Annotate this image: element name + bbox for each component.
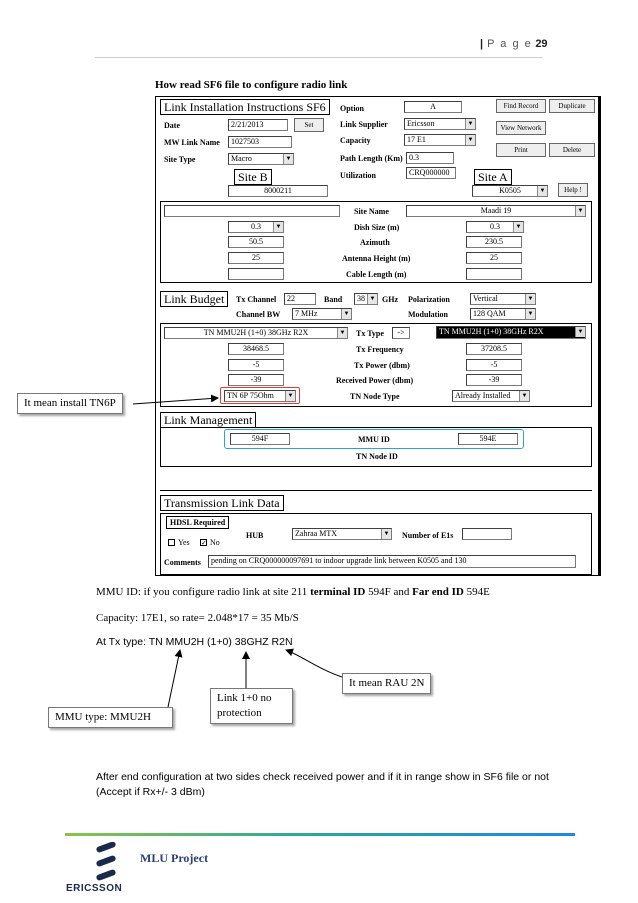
chevron-down-icon: ▼ — [285, 391, 295, 401]
capacity-label: Capacity — [340, 136, 371, 145]
tx-power-b-field[interactable]: -5 — [228, 359, 284, 371]
modulation-label: Modulation — [408, 310, 449, 319]
site-b-field[interactable]: 8000211 — [228, 185, 328, 197]
chevron-down-icon: ▼ — [341, 309, 351, 319]
dish-size-a-select[interactable]: 0.3 ▼ — [466, 221, 524, 233]
after-config-explanation: After end configuration at two sides check received power and if it in range show in SF6 file or not (Accept if Rx+/- 3 dBm) — [96, 771, 549, 798]
path-length-label: Path Length (Km) — [340, 154, 403, 163]
capacity-select[interactable]: 17 E1 ▼ — [404, 134, 476, 146]
site-a-select[interactable]: K0505 ▼ — [472, 185, 548, 197]
tx-type-a-select[interactable]: TN MMU2H (1+0) 38GHz R2X ▼ — [436, 326, 586, 339]
site-b-heading: Site B — [234, 169, 272, 185]
antenna-height-label: Antenna Height (m) — [342, 254, 411, 263]
site-type-select[interactable]: Macro ▼ — [228, 153, 294, 165]
rx-power-b-field[interactable]: -39 — [228, 374, 284, 386]
annotation-tn6p: It mean install TN6P — [17, 393, 123, 414]
band-select[interactable]: 38 ▼ — [354, 293, 378, 305]
band-label: Band — [324, 295, 343, 304]
dish-size-b-select[interactable]: 0.3 ▼ — [228, 221, 284, 233]
page-title: How read SF6 file to configure radio link — [155, 79, 348, 91]
option-field[interactable]: A — [404, 101, 462, 113]
date-label: Date — [164, 121, 180, 130]
tx-type-explanation: At Tx type: TN MMU2H (1+0) 38GHZ R2N — [96, 636, 293, 648]
polarization-select[interactable]: Vertical ▼ — [470, 293, 536, 305]
chevron-down-icon: ▼ — [465, 119, 475, 129]
rx-power-a-field[interactable]: -39 — [466, 374, 522, 386]
site-name-a-select[interactable]: Maadi 19 ▼ — [406, 205, 586, 217]
azimuth-b-field[interactable]: 50.5 — [228, 236, 284, 248]
view-network-button[interactable]: View Network — [496, 121, 546, 135]
chevron-down-icon: ▼ — [273, 222, 283, 232]
azimuth-label: Azimuth — [360, 238, 390, 247]
hub-select[interactable]: Zahraa MTX ▼ — [292, 528, 392, 540]
chevron-down-icon: ▼ — [283, 154, 293, 164]
ghz-label: GHz — [382, 295, 398, 304]
annotation-rau: It mean RAU 2N — [342, 673, 431, 694]
rx-power-label: Received Power (dbm) — [336, 376, 414, 385]
tx-channel-label: Tx Channel — [236, 295, 277, 304]
arrow-mmu-type — [168, 650, 180, 707]
set-button[interactable]: Set — [294, 118, 324, 132]
arrow-tn6p — [133, 398, 218, 404]
link-supplier-label: Link Supplier — [340, 120, 388, 129]
antenna-height-b-field[interactable]: 25 — [228, 252, 284, 264]
chevron-down-icon: ▼ — [465, 135, 475, 145]
annotation-mmu-type: MMU type: MMU2H — [48, 707, 173, 728]
chevron-down-icon: ▼ — [381, 529, 391, 539]
no-label: No — [210, 538, 220, 547]
transmission-heading: Transmission Link Data — [160, 495, 284, 511]
footer-brand: ERICSSON — [66, 883, 123, 894]
comments-field[interactable]: pending on CRQ000000097691 to indoor upgrade link between K0505 and 130 — [208, 555, 576, 568]
tx-channel-field[interactable]: 22 — [284, 293, 316, 305]
antenna-height-a-field[interactable]: 25 — [466, 252, 522, 264]
annotation-link10: Link 1+0 no protection — [210, 688, 293, 724]
footer-rule — [65, 833, 575, 836]
tx-type-label: Tx Type — [356, 329, 384, 338]
chevron-down-icon: ▼ — [337, 328, 347, 338]
link-management-heading: Link Management — [160, 412, 256, 428]
arrow-rau — [286, 650, 342, 677]
modulation-select[interactable]: 128 QAM ▼ — [470, 308, 536, 320]
capacity-explanation: Capacity: 17E1, so rate= 2.048*17 = 35 Mb/S — [96, 612, 299, 624]
link-budget-heading: Link Budget — [160, 291, 228, 307]
dish-size-label: Dish Size (m) — [354, 223, 400, 232]
help-button[interactable]: Help ! — [558, 183, 588, 197]
azimuth-a-field[interactable]: 230.5 — [466, 236, 522, 248]
polarization-label: Polarization — [408, 295, 450, 304]
tx-power-label: Tx Power (dbm) — [354, 361, 410, 370]
tn-node-type-a-select[interactable]: Already Installed ▼ — [452, 390, 530, 402]
chevron-down-icon: ▼ — [519, 391, 529, 401]
mw-link-field[interactable]: 1027503 — [228, 136, 292, 148]
date-field[interactable]: 2/21/2013 — [228, 119, 288, 131]
print-button[interactable]: Print — [496, 143, 546, 157]
mw-link-label: MW Link Name — [164, 138, 220, 147]
utilization-field[interactable]: CRQ000000 — [406, 167, 456, 179]
page-number: | P a g e 29 — [480, 38, 548, 50]
tn-node-id-label: TN Node ID — [356, 452, 398, 461]
cable-length-label: Cable Length (m) — [346, 270, 407, 279]
delete-button[interactable]: Delete — [549, 143, 595, 157]
duplicate-button[interactable]: Duplicate — [549, 99, 595, 113]
no-checkbox[interactable]: ✓ — [201, 539, 207, 547]
chevron-down-icon: ▼ — [537, 186, 547, 196]
find-record-button[interactable]: Find Record — [496, 99, 546, 113]
hub-label: HUB — [246, 531, 264, 540]
hdsl-label: HDSL Required — [166, 516, 229, 529]
chevron-down-icon: ▼ — [575, 327, 585, 337]
link-supplier-select[interactable]: Ericsson ▼ — [404, 118, 476, 130]
ericsson-logo-icon — [92, 842, 120, 882]
utilization-label: Utilization — [340, 171, 376, 180]
comments-label: Comments — [164, 558, 201, 567]
tx-type-arrow[interactable]: -> — [392, 327, 410, 339]
chevron-down-icon: ▼ — [367, 294, 377, 304]
tn-node-type-label: TN Node Type — [350, 392, 400, 401]
site-name-label: Site Name — [354, 207, 389, 216]
mmu-id-label: MMU ID — [358, 435, 390, 444]
chevron-down-icon: ▼ — [525, 294, 535, 304]
chevron-down-icon: ▼ — [575, 206, 585, 216]
yes-label: Yes — [178, 538, 190, 547]
tx-type-b-select[interactable]: TN MMU2H (1+0) 38GHz R2X ▼ — [164, 327, 348, 339]
tx-frequency-a-field[interactable]: 37208.5 — [466, 343, 522, 355]
e1s-label: Number of E1s — [402, 531, 454, 540]
channel-bw-label: Channel BW — [236, 310, 281, 319]
mmu-id-a-field[interactable]: 594E — [458, 433, 518, 445]
mmu-id-explanation: MMU ID: if you configure radio link at site 211 terminal ID 594F and Far end ID 594E — [96, 586, 490, 598]
chevron-down-icon: ▼ — [513, 222, 523, 232]
path-length-field[interactable]: 0.3 — [406, 152, 454, 164]
tx-power-a-field[interactable]: -5 — [466, 359, 522, 371]
mmu-id-b-field[interactable]: 594F — [230, 433, 290, 445]
option-label: Option — [340, 104, 365, 113]
site-type-label: Site Type — [164, 155, 196, 164]
chevron-down-icon: ▼ — [525, 309, 535, 319]
site-a-heading: Site A — [474, 169, 512, 185]
tn-node-type-b-select[interactable]: TN 6P 75Ohm ▼ — [224, 390, 296, 402]
page-number-value: 29 — [535, 38, 548, 50]
form-title: Link Installation Instructions SF6 — [160, 99, 330, 115]
tx-frequency-label: Tx Frequency — [356, 345, 404, 354]
footer-project: MLU Project — [140, 851, 209, 865]
tx-frequency-b-field[interactable]: 38468.5 — [228, 343, 284, 355]
channel-bw-select[interactable]: 7 MHz ▼ — [292, 308, 352, 320]
